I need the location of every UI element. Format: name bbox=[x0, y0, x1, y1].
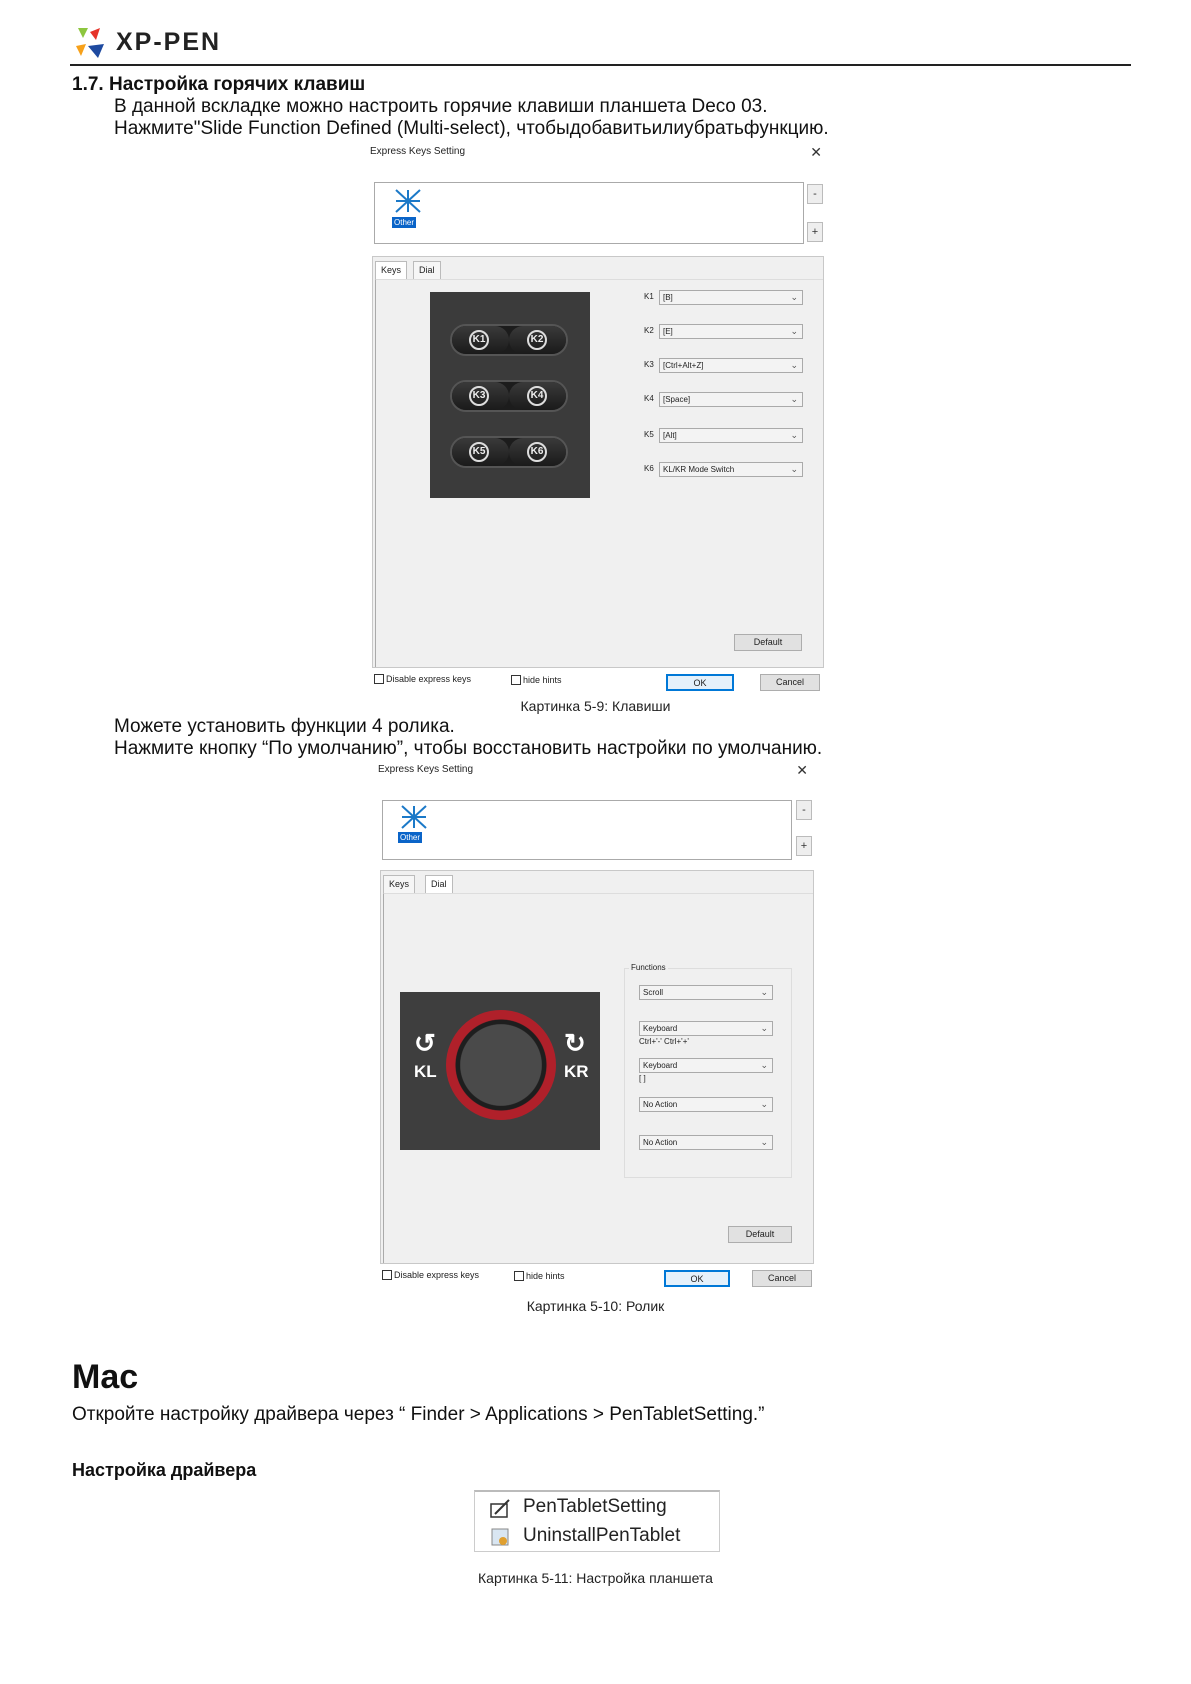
chevron-down-icon: ⌄ bbox=[790, 394, 798, 404]
cancel-button[interactable]: Cancel bbox=[752, 1270, 812, 1287]
app-list bbox=[382, 800, 792, 860]
key-select-k1[interactable] bbox=[659, 290, 803, 305]
other-app-icon[interactable] bbox=[399, 803, 429, 831]
key-label: K3 bbox=[644, 360, 654, 369]
chevron-down-icon: ⌄ bbox=[790, 360, 798, 370]
header-divider bbox=[70, 64, 1131, 66]
select-value: No Action bbox=[643, 1100, 678, 1109]
tab-keys[interactable]: Keys bbox=[383, 875, 415, 893]
shortcut-hint: [ ] bbox=[639, 1074, 646, 1083]
mac-heading: Mac bbox=[72, 1358, 139, 1396]
key-pair-k3-k4 bbox=[450, 380, 568, 412]
tab-content bbox=[375, 279, 823, 667]
paragraph-line: Нажмите кнопку “По умолчанию”, чтобы восстановить настройки по умолчанию. bbox=[114, 738, 823, 759]
keypad-image bbox=[430, 292, 590, 498]
select-value: Scroll bbox=[643, 988, 664, 997]
disable-express-keys-checkbox[interactable] bbox=[374, 674, 471, 684]
express-keys-dialog-dial bbox=[376, 762, 814, 1286]
settings-panel bbox=[372, 256, 824, 668]
section-heading: 1.7. Настройка горячих клавиш bbox=[72, 74, 366, 95]
paragraph-line: Можете установить функции 4 ролика. bbox=[114, 716, 455, 737]
uninstall-pen-tablet-item[interactable]: UninstallPenTablet bbox=[523, 1525, 681, 1546]
tab-keys[interactable]: Keys bbox=[375, 261, 407, 279]
other-app-label[interactable]: Other bbox=[394, 218, 415, 227]
select-value: [E] bbox=[663, 327, 673, 336]
k4-icon: K4 bbox=[527, 386, 547, 406]
function-select-5[interactable] bbox=[639, 1135, 773, 1150]
app-list bbox=[374, 182, 804, 244]
uninstall-pen-tablet-icon bbox=[489, 1526, 511, 1548]
dial-image bbox=[400, 992, 600, 1150]
remove-app-button[interactable]: - bbox=[807, 184, 823, 204]
select-value: [Ctrl+Alt+Z] bbox=[663, 361, 704, 370]
function-select-1[interactable] bbox=[639, 985, 773, 1000]
select-value: [Alt] bbox=[663, 431, 677, 440]
dial-ring bbox=[446, 1010, 556, 1120]
checkbox-label: hide hints bbox=[523, 675, 562, 685]
chevron-down-icon: ⌄ bbox=[760, 1060, 768, 1070]
close-icon[interactable]: ✕ bbox=[796, 762, 808, 778]
remove-app-button[interactable]: - bbox=[796, 800, 812, 820]
key-select-k4[interactable] bbox=[659, 392, 803, 407]
tab-dial[interactable]: Dial bbox=[413, 261, 441, 279]
paragraph-line: В данной вскладке можно настроить горячие клавиши планшета Deco 03. bbox=[114, 96, 768, 117]
function-select-2[interactable] bbox=[639, 1021, 773, 1036]
chevron-down-icon: ⌄ bbox=[790, 464, 798, 474]
select-value: Keyboard bbox=[643, 1024, 678, 1033]
figure-caption: Картинка 5-9: Клавиши bbox=[520, 698, 671, 714]
default-button[interactable]: Default bbox=[728, 1226, 792, 1243]
default-button[interactable]: Default bbox=[734, 634, 802, 651]
cancel-button[interactable]: Cancel bbox=[760, 674, 820, 691]
tab-content bbox=[383, 893, 813, 1263]
chevron-down-icon: ⌄ bbox=[790, 430, 798, 440]
function-select-4[interactable] bbox=[639, 1097, 773, 1112]
chevron-down-icon: ⌄ bbox=[760, 1023, 768, 1033]
checkbox-label: Disable express keys bbox=[394, 1270, 480, 1280]
figure-caption: Картинка 5-10: Ролик bbox=[526, 1298, 665, 1314]
disable-express-keys-checkbox[interactable] bbox=[382, 1270, 479, 1280]
k5-icon: K5 bbox=[469, 442, 489, 462]
select-value: Keyboard bbox=[643, 1061, 678, 1070]
key-label: K2 bbox=[644, 326, 654, 335]
logo-text: XP-PEN bbox=[116, 28, 222, 56]
dialog-title: Express Keys Setting bbox=[378, 764, 474, 775]
ok-button[interactable]: OK bbox=[664, 1270, 730, 1287]
driver-setting-heading: Настройка драйвера bbox=[72, 1460, 257, 1480]
select-value: KL/KR Mode Switch bbox=[663, 465, 735, 474]
key-label: K5 bbox=[644, 430, 654, 439]
k2-icon: K2 bbox=[527, 330, 547, 350]
hide-hints-checkbox[interactable] bbox=[514, 1271, 565, 1281]
figure-caption: Картинка 5-11: Настройка планшета bbox=[478, 1570, 713, 1586]
key-pair-k5-k6 bbox=[450, 436, 568, 468]
paragraph-line: Откройте настройку драйвера через “ Finder > Applications > PenTabletSetting.” bbox=[72, 1404, 765, 1425]
key-select-k5[interactable] bbox=[659, 428, 803, 443]
select-value: [Space] bbox=[663, 395, 691, 404]
pen-tablet-setting-icon bbox=[489, 1498, 511, 1520]
checkbox-label: hide hints bbox=[526, 1271, 565, 1281]
ok-button[interactable]: OK bbox=[666, 674, 734, 691]
key-pair-k1-k2 bbox=[450, 324, 568, 356]
applications-list bbox=[474, 1490, 720, 1552]
functions-group bbox=[624, 963, 792, 1178]
select-value: No Action bbox=[643, 1138, 678, 1147]
k3-icon: K3 bbox=[469, 386, 489, 406]
kl-label: KL bbox=[414, 1062, 437, 1081]
checkbox-label: Disable express keys bbox=[386, 674, 472, 684]
rotate-ccw-icon: ↺ bbox=[414, 1028, 436, 1058]
express-keys-dialog bbox=[368, 144, 828, 692]
k1-icon: K1 bbox=[469, 330, 489, 350]
function-select-3[interactable] bbox=[639, 1058, 773, 1073]
key-label: K6 bbox=[644, 464, 654, 473]
rotate-cw-icon: ↻ bbox=[564, 1028, 586, 1058]
pen-tablet-setting-item[interactable]: PenTabletSetting bbox=[523, 1496, 667, 1517]
chevron-down-icon: ⌄ bbox=[790, 326, 798, 336]
chevron-down-icon: ⌄ bbox=[760, 1137, 768, 1147]
chevron-down-icon: ⌄ bbox=[790, 292, 798, 302]
paragraph-line: Нажмите"Slide Function Defined (Multi-select), чтобыдобавитьилиубратьфункцию. bbox=[114, 118, 829, 139]
key-select-k2[interactable] bbox=[659, 324, 803, 339]
kr-label: KR bbox=[564, 1062, 589, 1081]
key-label: K4 bbox=[644, 394, 654, 403]
chevron-down-icon: ⌄ bbox=[760, 1099, 768, 1109]
other-app-label[interactable]: Other bbox=[400, 833, 421, 842]
k6-icon: K6 bbox=[527, 442, 547, 462]
hide-hints-checkbox[interactable] bbox=[511, 675, 562, 685]
key-select-k6[interactable] bbox=[659, 462, 803, 477]
key-label: K1 bbox=[644, 292, 654, 301]
settings-panel bbox=[380, 870, 814, 1264]
tab-dial[interactable]: Dial bbox=[425, 875, 453, 893]
shortcut-hint: Ctrl+'-' Ctrl+'+' bbox=[639, 1037, 689, 1046]
select-value: [B] bbox=[663, 293, 673, 302]
key-select-k3[interactable] bbox=[659, 358, 803, 373]
close-icon[interactable]: ✕ bbox=[810, 144, 822, 160]
functions-label: Functions bbox=[631, 963, 666, 972]
dialog-title: Express Keys Setting bbox=[370, 146, 466, 157]
other-app-icon[interactable] bbox=[393, 187, 423, 215]
chevron-down-icon: ⌄ bbox=[760, 987, 768, 997]
add-app-button[interactable]: + bbox=[796, 836, 812, 856]
add-app-button[interactable]: + bbox=[807, 222, 823, 242]
